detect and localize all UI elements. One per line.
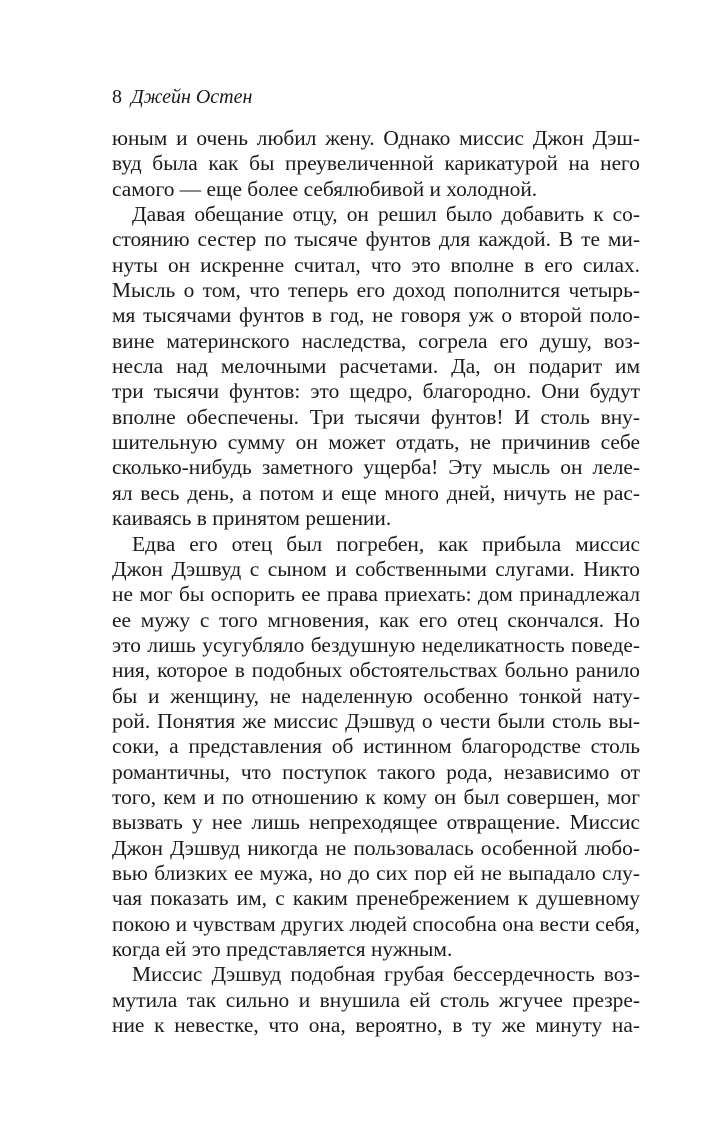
- body-text: [112, 126, 640, 1038]
- text-line: это лишь усугубляло бездушную неделикатность поведе-: [112, 632, 640, 657]
- text-line: того, кем и по отношению к кому он был совершен, мог: [112, 784, 640, 809]
- running-title: Джейн Остен: [131, 86, 253, 108]
- text-line: рой. Понятия же миссис Дэшвуд о чести были столь вы-: [112, 708, 640, 733]
- text-line: юным и очень любил жену. Однако миссис Джон Дэш-: [112, 126, 640, 150]
- text-line: стоянию сестер по тысяче фунтов для каждой. В те ми-: [112, 227, 640, 252]
- text-line: мутила так сильно и внушила ей столь жгучее презре-: [112, 987, 640, 1012]
- text-line: вуд была как бы преувеличенной карикатурой на него: [112, 151, 640, 176]
- text-line: Едва его отец был погребен, как прибыла миссис: [132, 531, 640, 556]
- text-line: ял весь день, а потом и еще много дней, ничуть не рас-: [112, 480, 640, 505]
- text-line: соки, а представления об истинном благородстве столь: [112, 734, 640, 759]
- text-line: Мысль о том, что теперь его доход пополнится четырь-: [112, 278, 640, 303]
- text-line: сколько-нибудь заметного ущерба! Эту мысль он леле-: [112, 455, 640, 480]
- book-page: [112, 84, 640, 1038]
- text-line: ния, которое в подобных обстоятельствах больно ранило: [112, 658, 640, 683]
- text-line: чая показать им, с каким пренебрежением к душевному: [112, 886, 640, 911]
- text-line: нуты он искренне считал, что это вполне в его силах.: [112, 252, 640, 277]
- page-number: 8: [112, 86, 122, 108]
- text-line: ее мужу с того мгновения, как его отец скончался. Но: [112, 607, 640, 632]
- text-line: Джон Дэшвуд с сыном и собственными слугами. Никто: [112, 556, 640, 581]
- text-line: вполне обеспечены. Три тысячи фунтов! И столь вну-: [112, 404, 640, 429]
- text-line: три тысячи фунтов: это щедро, благородно. Они будут: [112, 379, 640, 404]
- text-line: каиваясь в принятом решении.: [112, 506, 392, 531]
- text-line: не мог бы оспорить ее права приехать: дом принадлежал: [112, 582, 640, 607]
- text-line: самого — еще более себялюбивой и холодной.: [112, 176, 538, 201]
- text-line: покою и чувствам других людей способна она вести себя,: [112, 911, 640, 936]
- paragraph: [112, 126, 640, 202]
- text-line: романтичны, что поступок такого рода, независимо от: [112, 759, 640, 784]
- text-line: вью близких ее мужа, но до сих пор ей не выпадало слу-: [112, 860, 640, 885]
- text-line: Давая обещание отцу, он решил было добавить к со-: [132, 202, 640, 227]
- paragraph: [112, 532, 640, 963]
- text-line: ние к невестке, что она, вероятно, в ту же минуту на-: [112, 1013, 640, 1038]
- text-line: шительную сумму он может отдать, не причинив себе: [112, 430, 640, 455]
- text-line: мя тысячами фунтов в год, не говоря уж о второй поло-: [112, 303, 640, 328]
- text-line: вызвать у нее лишь непреходящее отвращение. Миссис: [112, 810, 640, 835]
- text-line: Джон Дэшвуд никогда не пользовалась особенной любо-: [112, 835, 640, 860]
- text-line: Миссис Дэшвуд подобная грубая бессердечность воз-: [132, 962, 640, 987]
- text-line: бы и женщину, не наделенную особенно тонкой нату-: [112, 683, 640, 708]
- paragraph: [112, 962, 640, 1038]
- paragraph: [112, 202, 640, 531]
- text-line: когда ей это представляется нужным.: [112, 937, 453, 961]
- running-head: [112, 84, 640, 110]
- text-line: вине материнского наследства, согрела его душу, воз-: [112, 328, 640, 353]
- text-line: несла над мелочными расчетами. Да, он подарит им: [112, 354, 640, 379]
